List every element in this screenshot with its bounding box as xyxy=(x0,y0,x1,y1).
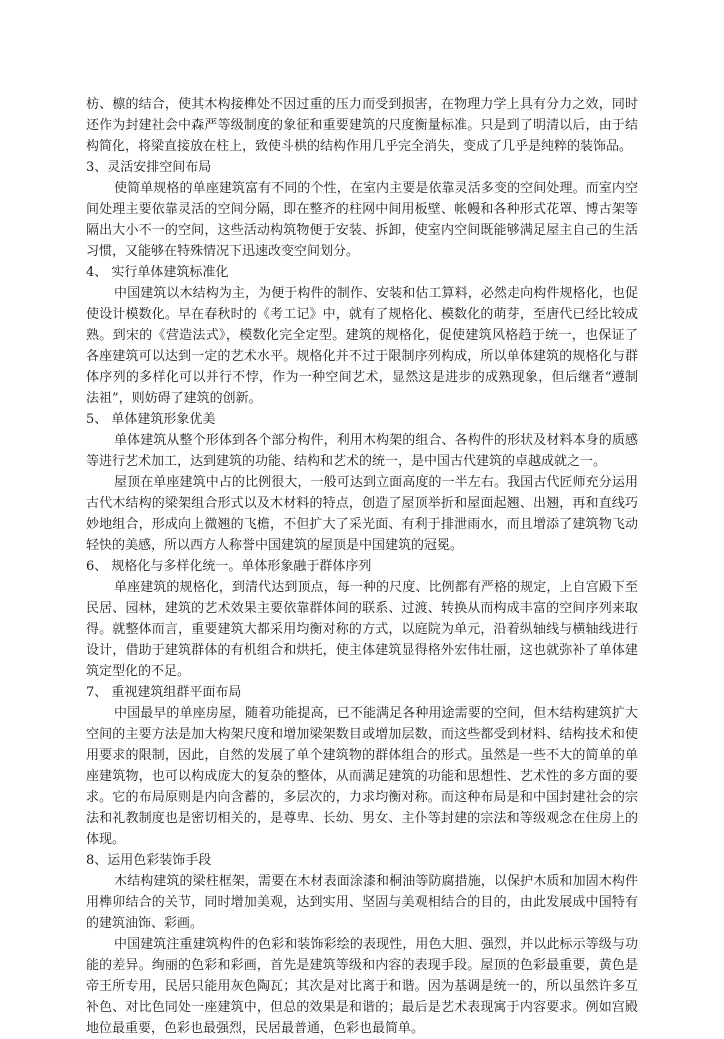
section-5-paragraph-2: 屋顶在单座建筑中占的比例很大，一般可达到立面高度的一半左右。我国古代匠师充分运用古代木结构的梁架组合形式以及木材料的特点，创造了屋顶举折和屋面起翘、出翘，再和直线巧妙地组合，形成向上微翘的飞檐，不但扩大了采光面、有利于排泄雨水，而且增添了建筑物飞动轻快的美感，所以西方人称誉中国建筑的屋顶是中国建筑的冠冕。 xyxy=(86,475,638,553)
section-4-paragraph-1: 中国建筑以木结构为主，为便于构件的制作、安装和估工算料，必然走向构件规格化，也促使设计模数化。早在春秋时的《考工记》中，就有了规格化、模数化的萌芽，至唐代已经比较成熟。到宋的《营造法式》，模数化完全定型。建筑的规格化，促使建筑风格趋于统一，也保证了各座建筑可以达到一定的艺术水平。规格化并不过于限制序列构成，所以单体建筑的规格化与群体序列的多样化可以并行不悖，作为一种空间艺术，显然这是进步的成熟现象，但后继者“遵制法祖”，则妨碍了建筑的创新。 xyxy=(86,286,638,406)
intro-paragraph: 枋、檩的结合，使其木构接榫处不因过重的压力而受到损害，在物理力学上具有分力之效，同时还作为封建社会中森严等级制度的象征和重要建筑的尺度衡量标准。只是到了明清以后，由于结构简化，将梁直接放在柱上，致使斗栱的结构作用几乎完全消失，变成了几乎是纯粹的装饰品。 xyxy=(86,97,638,154)
section-heading-8: 8、运用色彩装饰手段 xyxy=(86,853,212,868)
section-3-paragraph-1: 使简单规格的单座建筑富有不同的个性，在室内主要是依靠灵活多变的空间处理。而室内空间处理主要依靠灵活的空间分隔，即在整齐的柱网中间用板壁、帐幔和各种形式花罩、博古架等隔出大小不一的空间，这些活动构筑物便于安装、拆卸，使室内空间既能够满足屋主自己的生活习惯，又能够在特殊情况下迅速改变空间划分。 xyxy=(86,181,638,259)
section-8-paragraph-2: 中国建筑注重建筑构件的色彩和装饰彩绘的表现性，用色大胆、强烈，并以此标示等级与功能的差异。绚丽的色彩和彩画，首先是建筑等级和内容的表现手段。屋顶的色彩最重要，黄色是帝王所专用，民居只能用灰色陶瓦；其次是对比离于和谐。因为基调是统一的，所以虽然许多互补色、对比色同处一座建筑中，但总的效果是和谐的；最后是艺术表现寓于内容要求。例如宫殿地位最重要，色彩也最强烈，民居最普通，色彩也最简单。 xyxy=(86,937,638,1036)
section-heading-4: 4、 实行单体建筑标准化 xyxy=(86,265,229,280)
section-heading-7: 7、 重视建筑组群平面布局 xyxy=(86,685,242,700)
section-heading-6: 6、 规格化与多样化统一。单体形象融于群体序列 xyxy=(86,559,372,574)
document-page xyxy=(86,94,638,1039)
section-6-paragraph-1: 单座建筑的规格化，到清代达到顶点，每一种的尺度、比例都有严格的规定，上自宫殿下至民居、园林，建筑的艺术效果主要依靠群体间的联系、过渡、转换从而构成丰富的空间序列来取得。就整体而言，重要建筑大都采用均衡对称的方式，以庭院为单元，沿着纵轴线与横轴线进行设计，借助于建筑群体的有机组合和烘托，使主体建筑显得格外宏伟壮丽，这也就弥补了单体建筑定型化的不足。 xyxy=(86,580,638,679)
section-8-paragraph-1: 木结构建筑的梁柱框架，需要在木材表面涂漆和桐油等防腐措施，以保护木质和加固木构件用榫卯结合的关节，同时增加美观，达到实用、坚固与美观相结合的目的，由此发展成中国特有的建筑油饰、彩画。 xyxy=(86,874,638,931)
section-5-paragraph-1: 单体建筑从整个形体到各个部分构件，利用木构架的组合、各构件的形状及材料本身的质感等进行艺术加工，达到建筑的功能、结构和艺术的统一，是中国古代建筑的卓越成就之一。 xyxy=(86,433,638,469)
section-7-paragraph-1: 中国最早的单座房屋，随着功能提高，已不能满足各种用途需要的空间，但木结构建筑扩大空间的主要方法是加大构架尺度和增加梁架数目或增加层数，而这些都受到材料、结构技术和使用要求的限制，因此，自然的发展了单个建筑物的群体组合的形式。虽然是一些不大的简单的单座建筑物，也可以构成庞大的复杂的整体，从而满足建筑的功能和思想性、艺术性的多方面的要求。它的布局原则是内向含蓄的，多层次的，力求均衡对称。而这种布局是和中国封建社会的宗法和礼教制度也是密切相关的，是尊卑、长幼、男女、主仆等封建的宗法和等级观念在住房上的体现。 xyxy=(86,706,638,847)
section-heading-5: 5、 单体建筑形象优美 xyxy=(86,412,216,427)
section-heading-3: 3、灵活安排空间布局 xyxy=(86,160,212,175)
